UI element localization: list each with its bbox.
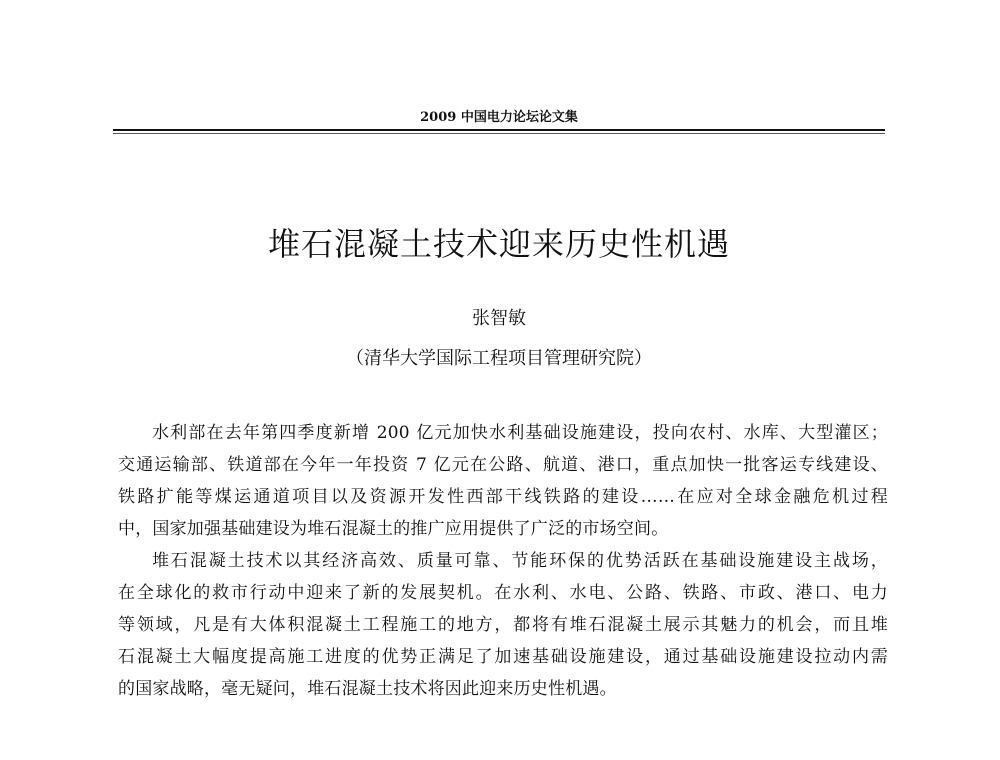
article-body <box>118 417 888 705</box>
paragraph-line: 石混凝土大幅度提高施工进度的优势正满足了加速基础设施建设，通过基础设施建设拉动内需 <box>118 647 888 667</box>
article-title: 堆石混凝土技术迎来历史性机遇 <box>267 225 730 263</box>
paragraph-line: 交通运输部、铁道部在今年一年投资 7 亿元在公路、航道、港口，重点加快一批客运专线建设、 <box>118 455 888 475</box>
header-rule <box>113 129 885 131</box>
author-affiliation: （清华大学国际工程项目管理研究院） <box>346 348 652 369</box>
paragraph-2 <box>118 545 888 705</box>
paragraph-line: 在全球化的救市行动中迎来了新的发展契机。在水利、水电、公路、铁路、市政、港口、电力 <box>118 583 888 603</box>
paragraph-line: 水利部在去年第四季度新增 200 亿元加快水利基础设施建设，投向农村、水库、大型灌区； <box>152 423 888 443</box>
paragraph-1 <box>118 417 888 545</box>
paragraph-line: 铁路扩能等煤运通道项目以及资源开发性西部干线铁路的建设……在应对全球金融危机过程 <box>118 487 888 507</box>
paragraph-line: 堆石混凝土技术以其经济高效、质量可靠、节能环保的优势活跃在基础设施建设主战场， <box>152 551 888 571</box>
running-header: 2009 中国电力论坛论文集 <box>420 110 578 125</box>
header-rule-thin <box>113 133 885 134</box>
author-name: 张智敏 <box>472 308 526 329</box>
paragraph-line: 中，国家加强基础建设为堆石混凝土的推广应用提供了广泛的市场空间。 <box>118 519 669 539</box>
paragraph-line: 的国家战略，毫无疑问，堆石混凝土技术将因此迎来历史性机遇。 <box>118 679 617 699</box>
paragraph-line: 等领域，凡是有大体积混凝土工程施工的地方，都将有堆石混凝土展示其魅力的机会，而且堆 <box>118 615 888 635</box>
